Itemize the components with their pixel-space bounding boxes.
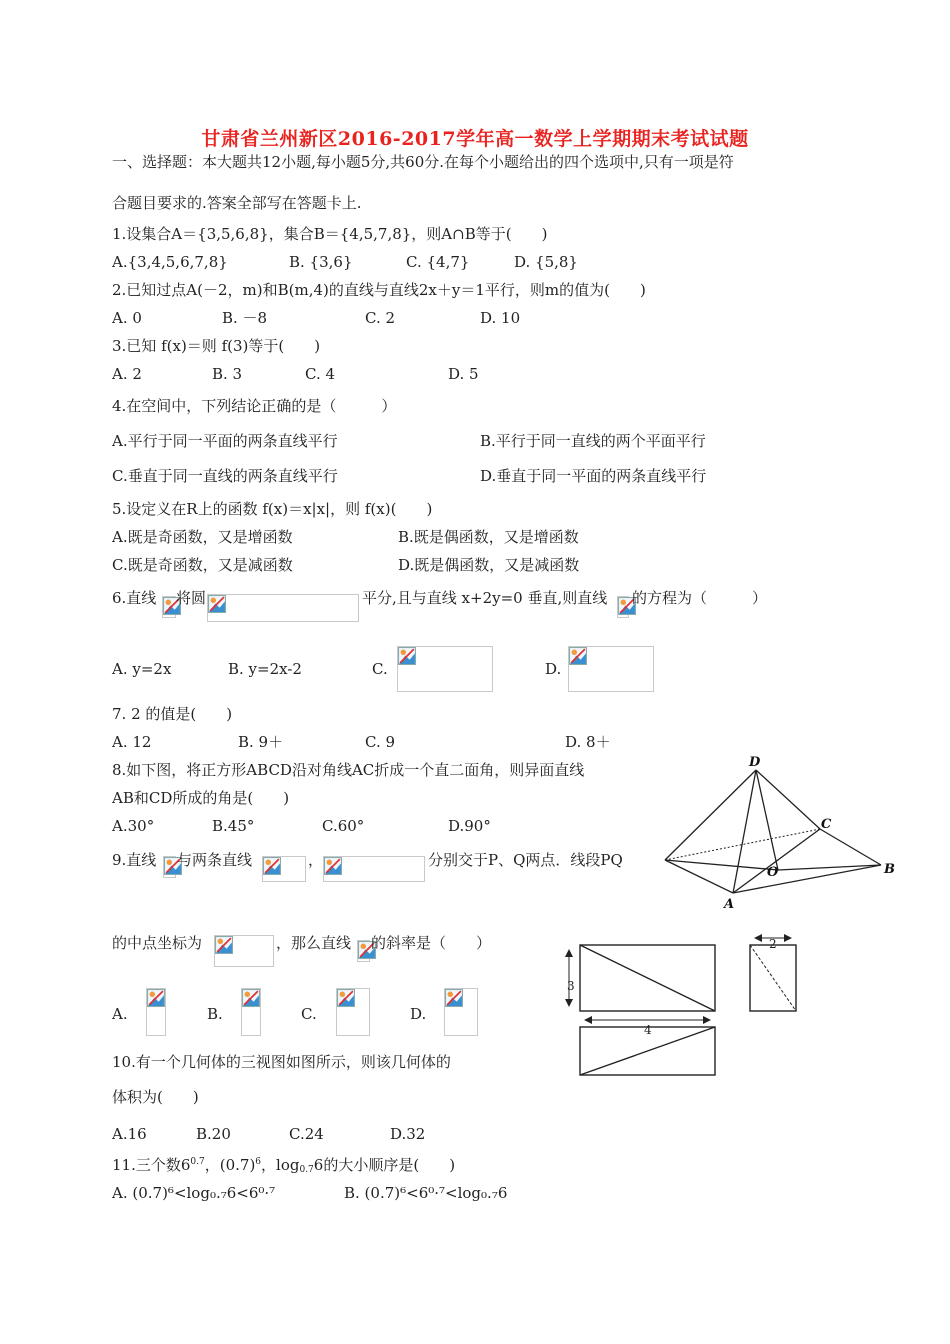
q9-stem-b: 与两条直线	[177, 851, 253, 869]
q8-stem-2: AB和CD所成的角是( )	[112, 789, 290, 807]
q3-option-d: D. 5	[448, 365, 479, 383]
q8-option-d: D.90°	[448, 817, 491, 835]
q5-stem: 5.设定义在R上的函数 f(x)＝x|x|，则 f(x)( )	[112, 500, 433, 518]
q8-option-b: B.45°	[212, 817, 255, 835]
broken-image-icon	[569, 647, 587, 665]
broken-image-icon	[215, 936, 233, 954]
q6-line-image-2	[617, 596, 629, 618]
q2-option-a: A. 0	[112, 309, 142, 327]
q3-option-c: C. 4	[305, 365, 336, 383]
q10-option-b: B.20	[196, 1125, 231, 1143]
q6-option-d-image	[568, 646, 654, 692]
broken-image-icon	[324, 857, 342, 875]
q9-option-d: D.	[410, 1005, 427, 1023]
q9-line2-image	[323, 856, 425, 882]
q10-three-view-figure	[555, 930, 805, 1080]
broken-image-icon	[445, 989, 463, 1007]
q6-option-d: D.	[545, 660, 562, 678]
q5-option-d: D.既是偶函数，又是减函数	[398, 556, 580, 574]
q2-option-c: C. 2	[365, 309, 396, 327]
broken-image-icon	[398, 647, 416, 665]
q2-option-b: B. －8	[222, 309, 268, 327]
q10-option-a: A.16	[112, 1125, 147, 1143]
q2-option-d: D. 10	[480, 309, 521, 327]
q10-option-c: C.24	[289, 1125, 324, 1143]
q8-label-b: B	[884, 862, 895, 877]
q6-option-c-image	[397, 646, 493, 692]
q9-option-a-image	[146, 988, 166, 1036]
q9-line-image	[163, 856, 176, 878]
q9-stem-e: 的中点坐标为	[112, 934, 203, 952]
q6-line-image	[162, 596, 176, 618]
q1-option-a: A.{3,4,5,6,7,8}	[112, 253, 228, 271]
q9-stem-c: ，	[308, 851, 324, 869]
q9-line-image-2	[357, 940, 370, 962]
q9-stem-g: 的斜率是（ ）	[371, 934, 492, 952]
page-title: 甘肃省兰州新区2016-2017学年高一数学上学期期末考试试题	[201, 128, 749, 150]
q10-label-length: 4	[644, 1023, 652, 1037]
q6-circle-image	[207, 594, 359, 622]
q6-stem-b: 将圆	[176, 589, 207, 607]
q1-option-c: C. {4,7}	[406, 253, 470, 271]
q4-option-b: B.平行于同一直线的两个平面平行	[480, 432, 706, 450]
q8-label-d: D	[749, 755, 761, 770]
q11-option-a: A. (0.7)⁶<log₀.₇6<6⁰·⁷	[112, 1184, 276, 1202]
q6-stem-c: 平分,且与直线 x+2y=0 垂直,则直线	[362, 589, 608, 607]
q8-label-a: A	[724, 897, 735, 912]
q10-stem-1: 10.有一个几何体的三视图如图所示，则该几何体的	[112, 1053, 451, 1071]
q9-option-b-image	[241, 988, 261, 1036]
q7-option-d: D. 8＋	[565, 733, 611, 751]
q1-option-d: D. {5,8}	[514, 253, 578, 271]
q3-option-a: A. 2	[112, 365, 142, 383]
q9-option-a: A.	[112, 1005, 128, 1023]
broken-image-icon	[337, 989, 355, 1007]
q10-option-d: D.32	[390, 1125, 426, 1143]
section-intro-2: 合题目要求的.答案全部写在答题卡上.	[112, 194, 362, 212]
q6-option-b: B. y=2x-2	[228, 660, 302, 678]
q9-option-b: B.	[207, 1005, 223, 1023]
q6-stem-d: 的方程为（ ）	[632, 589, 768, 607]
q8-option-a: A.30°	[112, 817, 155, 835]
section-intro-1: 一、选择题：本大题共12小题,每小题5分,共60分.在每个小题给出的四个选项中,只有一项是符	[112, 153, 734, 171]
q6-stem-a: 6.直线	[112, 589, 157, 607]
q10-label-height: 3	[567, 979, 575, 993]
q6-option-a: A. y=2x	[112, 660, 172, 678]
q8-stem-1: 8.如下图，将正方形ABCD沿对角线AC折成一个直二面角，则异面直线	[112, 761, 585, 779]
q4-option-a: A.平行于同一平面的两条直线平行	[112, 432, 338, 450]
q9-midpoint-image	[214, 935, 274, 967]
q9-stem-a: 9.直线	[112, 851, 157, 869]
q5-option-b: B.既是偶函数，又是增函数	[398, 528, 579, 546]
q7-option-a: A. 12	[112, 733, 152, 751]
q11-stem: 11.三个数$6^{0.7}$，$(0.7)^6$，$\log_{0.7}6$的大小顺序是( )	[112, 1156, 456, 1175]
q9-option-c-image	[336, 988, 370, 1036]
q8-option-c: C.60°	[322, 817, 365, 835]
q7-option-c: C. 9	[365, 733, 396, 751]
q10-stem-2: 体积为( )	[112, 1088, 199, 1106]
broken-image-icon	[208, 595, 226, 613]
q9-option-d-image	[444, 988, 478, 1036]
q9-option-c: C.	[301, 1005, 317, 1023]
q8-label-o: O	[767, 865, 779, 880]
q3-stem: 3.已知 f(x)＝则 f(3)等于( )	[112, 337, 321, 355]
broken-image-icon	[242, 989, 260, 1007]
q4-option-c: C.垂直于同一直线的两条直线平行	[112, 467, 338, 485]
q2-stem: 2.已知过点A(－2，m)和B(m,4)的直线与直线2x＋y＝1平行，则m的值为( )	[112, 281, 646, 299]
q4-option-d: D.垂直于同一平面的两条直线平行	[480, 467, 707, 485]
q8-dihedral-figure	[655, 752, 900, 912]
q9-line1-image	[262, 856, 306, 882]
q7-stem: 7. 2 的值是( )	[112, 705, 233, 723]
q10-label-width: 2	[769, 937, 777, 951]
q1-stem: 1.设集合A＝{3,5,6,8}，集合B＝{4,5,7,8}，则A∩B等于( )	[112, 225, 548, 243]
q11-option-b: B. (0.7)⁶<6⁰·⁷<log₀.₇6	[344, 1184, 508, 1202]
broken-image-icon	[147, 989, 165, 1007]
q4-stem: 4.在空间中，下列结论正确的是（ ）	[112, 397, 397, 415]
broken-image-icon	[263, 857, 281, 875]
q7-option-b: B. 9＋	[238, 733, 284, 751]
q9-stem-d: 分别交于P、Q两点．线段PQ	[428, 851, 623, 869]
q6-option-c: C.	[372, 660, 388, 678]
q9-stem-f: ，那么直线	[276, 934, 352, 952]
q8-label-c: C	[821, 817, 832, 832]
q1-option-b: B. {3,6}	[289, 253, 353, 271]
q5-option-c: C.既是奇函数，又是减函数	[112, 556, 293, 574]
q5-option-a: A.既是奇函数，又是增函数	[112, 528, 293, 546]
q3-option-b: B. 3	[212, 365, 243, 383]
